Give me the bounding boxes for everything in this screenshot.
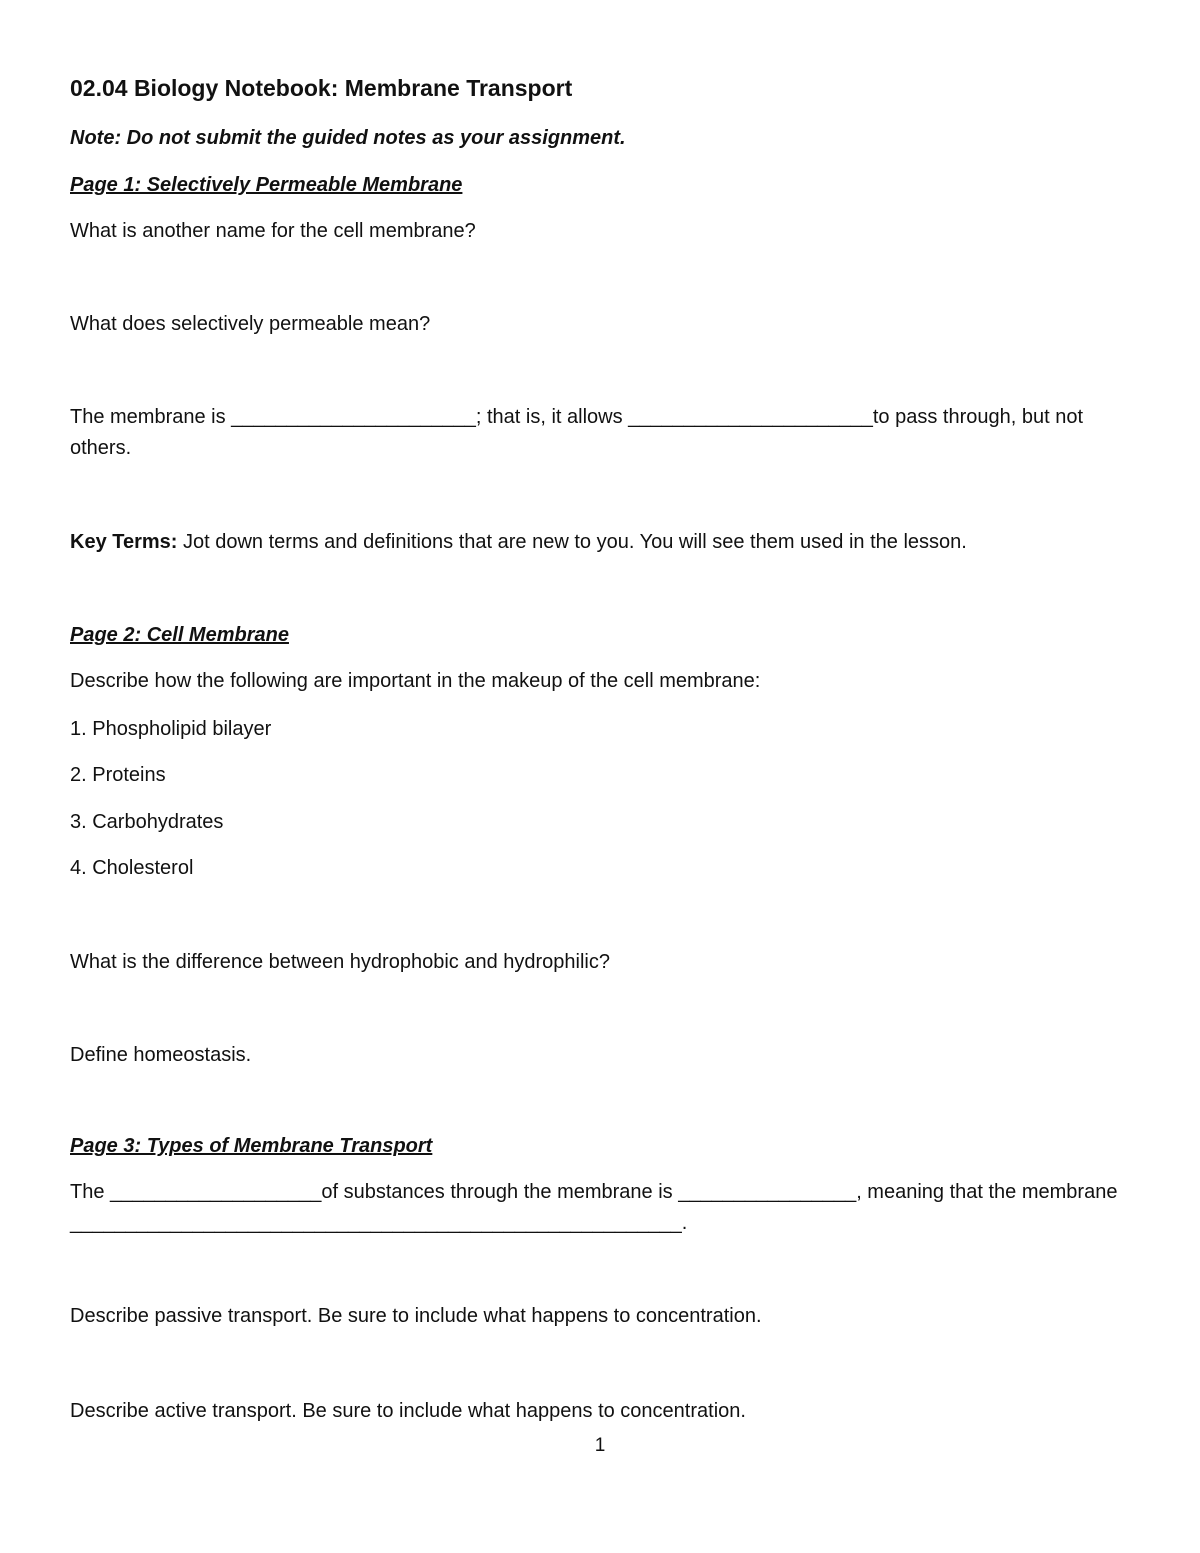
question-define-homeostasis: Define homeostasis. [70,1044,252,1066]
question-active-transport: Describe active transport. Be sure to include what happens to concentration. [70,1400,746,1422]
list-item-carbohydrates: 3. Carbohydrates [70,811,224,833]
fill-in-membrane-sentence: The membrane is ______________________; that is, it allows ______________________to pass through, but not others. [70,406,1084,459]
question-passive-transport: Describe passive transport. Be sure to include what happens to concentration. [70,1305,762,1327]
key-terms-label: Key Terms: [70,531,178,553]
page-number: 1 [594,1435,606,1456]
key-terms-paragraph [70,527,967,557]
key-terms-text: Jot down terms and definitions that are new to you. You will see them used in the lesson. [177,531,967,553]
section-heading-page-2: Page 2: Cell Membrane [70,624,289,646]
cell-membrane-prompt: Describe how the following are important in the makeup of the cell membrane: [70,670,761,692]
list-item-proteins: 2. Proteins [70,764,166,786]
list-item-cholesterol: 4. Cholesterol [70,857,194,879]
document-title: 02.04 Biology Notebook: Membrane Transport [70,75,573,101]
assignment-note: Note: Do not submit the guided notes as your assignment. [70,127,626,149]
fill-in-transport-sentence: The ___________________of substances through the membrane is ________________, meaning that the membrane _______________________________________________________. [70,1181,1118,1234]
list-item-phospholipid-bilayer: 1. Phospholipid bilayer [70,718,272,740]
question-cell-membrane-name: What is another name for the cell membrane? [70,220,476,242]
section-heading-page-1: Page 1: Selectively Permeable Membrane [70,174,463,196]
section-heading-page-3: Page 3: Types of Membrane Transport [70,1135,433,1157]
question-selectively-permeable: What does selectively permeable mean? [70,313,431,335]
question-hydrophobic-hydrophilic: What is the difference between hydrophobic and hydrophilic? [70,951,610,973]
